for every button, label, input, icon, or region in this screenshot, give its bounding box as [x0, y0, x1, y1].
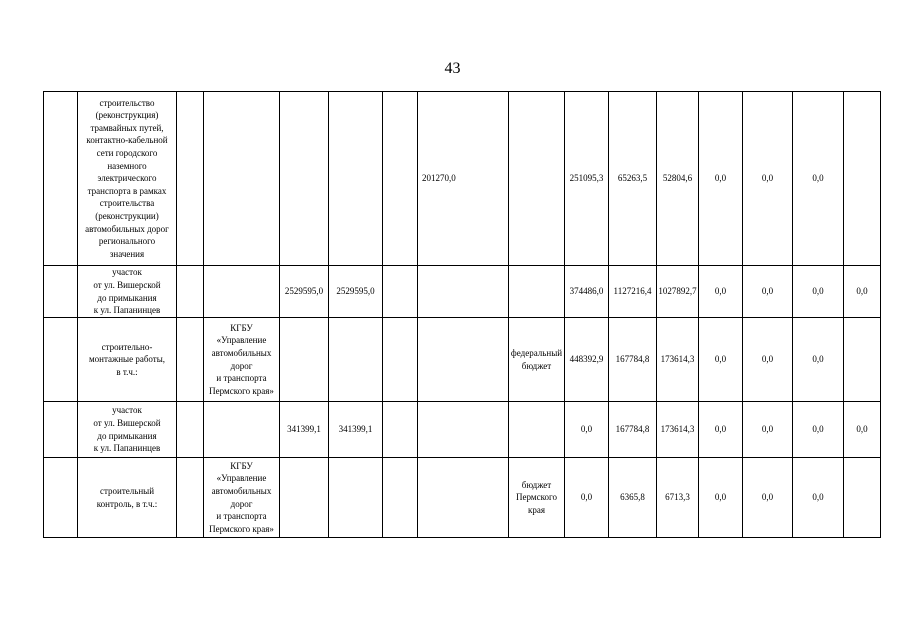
amount-cell-2: 6365,8 — [609, 458, 657, 538]
amount-cell-5: 0,0 — [743, 402, 793, 458]
value-cell-1 — [280, 92, 329, 266]
index-cell — [44, 458, 78, 538]
blank-cell — [177, 318, 204, 402]
amount-cell-3: 6713,3 — [657, 458, 699, 538]
amount-cell-2: 65263,5 — [609, 92, 657, 266]
value-cell-1: 2529595,0 — [280, 266, 329, 318]
amount-cell-6: 0,0 — [793, 402, 844, 458]
table-row — [44, 402, 881, 458]
executor-cell — [204, 92, 280, 266]
name-cell: строительный контроль, в т.ч.: — [78, 458, 177, 538]
name-cell: строительно- монтажные работы, в т.ч.: — [78, 318, 177, 402]
amount-cell-4: 0,0 — [699, 266, 743, 318]
value-cell-2: 341399,1 — [329, 402, 383, 458]
blank-cell — [383, 92, 418, 266]
value-cell-3 — [418, 266, 509, 318]
amount-cell-1: 448392,9 — [565, 318, 609, 402]
table-row — [44, 266, 881, 318]
source-cell: бюджет Пермского края — [509, 458, 565, 538]
source-cell — [509, 402, 565, 458]
amount-cell-2: 167784,8 — [609, 318, 657, 402]
amount-cell-4: 0,0 — [699, 92, 743, 266]
amount-cell-7: 0,0 — [844, 402, 881, 458]
value-cell-3 — [418, 318, 509, 402]
amount-cell-6: 0,0 — [793, 458, 844, 538]
value-cell-1: 341399,1 — [280, 402, 329, 458]
value-cell-3 — [418, 458, 509, 538]
amount-cell-5: 0,0 — [743, 266, 793, 318]
budget-table — [43, 91, 881, 538]
amount-cell-1: 374486,0 — [565, 266, 609, 318]
executor-cell: КГБУ «Управление автомобильных дорог и транспорта Пермского края» — [204, 458, 280, 538]
page-number: 43 — [444, 60, 461, 77]
amount-cell-6: 0,0 — [793, 318, 844, 402]
amount-cell-1: 0,0 — [565, 402, 609, 458]
name-cell: участок от ул. Вишерской до примыкания к ул. Папанинцев — [78, 402, 177, 458]
index-cell — [44, 402, 78, 458]
index-cell — [44, 92, 78, 266]
amount-cell-2: 167784,8 — [609, 402, 657, 458]
table-row — [44, 318, 881, 402]
amount-cell-6: 0,0 — [793, 266, 844, 318]
amount-cell-1: 251095,3 — [565, 92, 609, 266]
blank-cell — [383, 458, 418, 538]
source-cell: федеральный бюджет — [509, 318, 565, 402]
blank-cell — [383, 402, 418, 458]
amount-cell-7 — [844, 458, 881, 538]
amount-cell-6: 0,0 — [793, 92, 844, 266]
amount-cell-5: 0,0 — [743, 458, 793, 538]
value-cell-2 — [329, 458, 383, 538]
amount-cell-4: 0,0 — [699, 318, 743, 402]
executor-cell — [204, 266, 280, 318]
amount-cell-4: 0,0 — [699, 458, 743, 538]
value-cell-2 — [329, 318, 383, 402]
table-row — [44, 458, 881, 538]
executor-cell — [204, 402, 280, 458]
amount-cell-1: 0,0 — [565, 458, 609, 538]
index-cell — [44, 318, 78, 402]
amount-cell-5: 0,0 — [743, 318, 793, 402]
amount-cell-3: 52804,6 — [657, 92, 699, 266]
blank-cell — [383, 266, 418, 318]
value-cell-2: 2529595,0 — [329, 266, 383, 318]
source-cell — [509, 92, 565, 266]
value-cell-1 — [280, 458, 329, 538]
amount-cell-3: 1027892,7 — [657, 266, 699, 318]
blank-cell — [383, 318, 418, 402]
blank-cell — [177, 458, 204, 538]
amount-cell-3: 173614,3 — [657, 402, 699, 458]
amount-cell-7: 0,0 — [844, 266, 881, 318]
index-cell — [44, 266, 78, 318]
amount-cell-3: 173614,3 — [657, 318, 699, 402]
blank-cell — [177, 266, 204, 318]
executor-cell: КГБУ «Управление автомобильных дорог и транспорта Пермского края» — [204, 318, 280, 402]
value-cell-3: 201270,0 — [418, 92, 509, 266]
value-cell-2 — [329, 92, 383, 266]
blank-cell — [177, 92, 204, 266]
amount-cell-4: 0,0 — [699, 402, 743, 458]
amount-cell-7 — [844, 318, 881, 402]
name-cell: участок от ул. Вишерской до примыкания к ул. Папанинцев — [78, 266, 177, 318]
blank-cell — [177, 402, 204, 458]
value-cell-1 — [280, 318, 329, 402]
name-cell: строительство (реконструкция) трамвайных путей, контактно-кабельной сети городского наземного электрического транспорта в рамках строительства (реконструкции) автомобильных дорог регионального значения — [78, 92, 177, 266]
table-row — [44, 92, 881, 266]
amount-cell-2: 1127216,4 — [609, 266, 657, 318]
value-cell-3 — [418, 402, 509, 458]
amount-cell-7 — [844, 92, 881, 266]
amount-cell-5: 0,0 — [743, 92, 793, 266]
source-cell — [509, 266, 565, 318]
